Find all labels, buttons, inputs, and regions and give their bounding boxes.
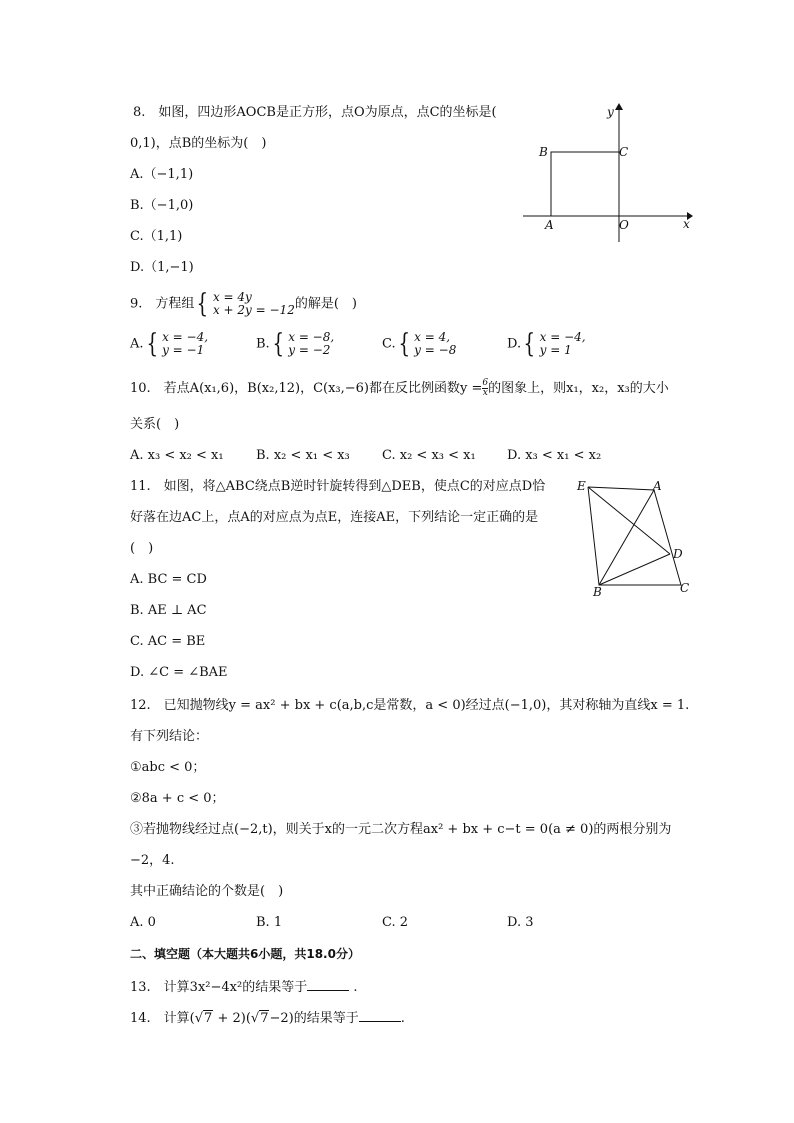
q11-stem-line3: ( ) — [130, 541, 154, 556]
q9-eq1: x = 4y — [212, 290, 252, 304]
q9-option-d-label: D. — [507, 336, 522, 352]
q10-frac-numerator: 6 — [482, 378, 489, 388]
q9-option-c-eq2: y = −8 — [414, 343, 457, 357]
q14-radicand-2: 7 — [260, 1011, 269, 1026]
q10-option-d: D. x₃ < x₁ < x₂ — [507, 448, 602, 463]
q9-option-b-label: B. — [256, 336, 270, 352]
left-brace-icon: { — [272, 329, 284, 359]
q10-option-c: C. x₂ < x₃ < x₁ — [382, 448, 476, 463]
sqrt-icon: √ — [194, 1011, 204, 1026]
q8-option-c: C.（1,1) — [130, 229, 183, 244]
q12-stem-line2: 有下列结论： — [130, 729, 209, 744]
label-a: A — [653, 479, 662, 493]
q12-conclusion-3b: −2，4. — [130, 853, 175, 868]
q12-option-c: C. 2 — [382, 915, 409, 930]
q10-stem-line1 — [130, 378, 669, 400]
q11-stem-line1: 11. 如图，将△ABC绕点B逆时针旋转得到△DEB，使点C的对应点D恰 — [130, 479, 546, 494]
q14-radicand-1: 7 — [204, 1011, 213, 1026]
segment-bd — [599, 554, 670, 585]
label-c: C — [680, 581, 690, 595]
left-brace-icon: { — [523, 329, 536, 359]
q12-option-d: D. 3 — [507, 915, 534, 930]
q9-stem — [130, 291, 357, 318]
q10-frac-denominator: x — [482, 388, 488, 398]
quad-outline — [588, 487, 681, 585]
q14-suffix: . — [400, 1011, 405, 1026]
label-c: C — [619, 145, 629, 159]
q9-option-a — [130, 331, 208, 358]
q9-option-c-eq1: x = 4, — [414, 330, 451, 344]
label-b: B — [539, 145, 548, 159]
q10-option-b: B. x₂ < x₁ < x₃ — [256, 448, 350, 463]
q8-square-figure — [515, 100, 695, 250]
label-o: O — [619, 218, 629, 232]
q8-option-d: D.（1,−1) — [130, 260, 194, 275]
q13-prefix: 13. 计算3x²−4x²的结果等于 — [130, 980, 308, 995]
q9-option-b-eq1: x = −8, — [288, 330, 335, 344]
q12-stem-line1: 12. 已知抛物线y = ax² + bx + c(a,b,c是常数，a < 0)经过点(−1,0)，其对称轴为直线x = 1. — [130, 698, 690, 713]
y-axis-arrow-icon — [615, 103, 623, 110]
q9-option-d — [507, 331, 586, 358]
segment-ab — [599, 490, 654, 585]
q11-option-a: A. BC = CD — [130, 572, 207, 587]
q8-stem-line1: 8. 如图，四边形AOCB是正方形，点O为原点，点C的坐标是( — [133, 105, 497, 120]
q9-option-d-eq1: x = −4, — [539, 330, 586, 344]
q9-option-b — [256, 331, 334, 358]
q10-option-a: A. x₃ < x₂ < x₁ — [130, 448, 224, 463]
q12-conclusion-2: ②8a + c < 0； — [130, 791, 225, 806]
q14-answer-blank[interactable] — [359, 1008, 401, 1022]
left-brace-icon: { — [146, 329, 158, 359]
q11-option-b: B. AE ⊥ AC — [130, 603, 207, 618]
label-e: E — [577, 479, 586, 493]
q13-suffix: . — [353, 980, 358, 995]
q9-option-b-eq2: y = −2 — [288, 343, 331, 357]
q14-mid: + 2)( — [213, 1011, 251, 1026]
q10-prefix: 10. 若点A(x₁,6)，B(x₂,12)，C(x₃,−6)都在反比例函数y = — [130, 381, 483, 396]
q12-option-b: B. 1 — [256, 915, 283, 930]
section-heading: 二、填空题（本大题共6小题，共18.0分） — [130, 947, 360, 961]
q14-end: −2)的结果等于 — [269, 1011, 359, 1026]
q13-stem — [130, 977, 357, 996]
q9-prefix: 9. 方程组 — [130, 296, 195, 312]
label-b: B — [593, 585, 602, 599]
q9-option-c-label: C. — [382, 336, 396, 352]
q12-option-a: A. 0 — [130, 915, 156, 930]
q11-rotation-figure — [572, 476, 696, 602]
q9-option-c — [382, 331, 456, 358]
label-x: x — [683, 217, 690, 231]
q9-eq2: x + 2y = −12 — [212, 303, 295, 317]
q8-option-a: A.（−1,1) — [130, 167, 194, 182]
q9-option-a-eq1: x = −4, — [162, 330, 209, 344]
segment-ed — [588, 487, 670, 554]
q9-option-a-label: A. — [130, 336, 144, 352]
q11-option-d: D. ∠C = ∠BAE — [130, 665, 228, 680]
left-brace-icon: { — [398, 329, 410, 359]
q14-prefix: 14. 计算( — [130, 1011, 195, 1026]
q14-stem — [130, 1008, 405, 1027]
q12-conclusion-1: ①abc < 0； — [130, 760, 206, 775]
q12-conclusion-3a: ③若抛物线经过点(−2,t)，则关于x的一元二次方程ax² + bx + c−t = 0(a ≠ 0)的两根分别为 — [130, 822, 672, 837]
square-aocb — [551, 152, 619, 216]
q11-option-c: C. AC = BE — [130, 634, 206, 649]
label-a: A — [545, 218, 554, 232]
q8-option-b: B.（−1,0) — [130, 198, 194, 213]
q9-suffix: 的解是( ) — [294, 296, 357, 312]
label-y: y — [607, 105, 614, 119]
q10-stem-line2: 关系( ) — [130, 417, 180, 432]
sqrt-icon: √ — [250, 1011, 260, 1026]
left-brace-icon: { — [196, 289, 209, 319]
q9-option-d-eq2: y = 1 — [539, 343, 572, 357]
q13-answer-blank[interactable] — [307, 977, 349, 991]
q11-stem-line2: 好落在边AC上，点A的对应点为点E，连接AE，下列结论一定正确的是 — [130, 510, 539, 525]
q8-stem-line2: 0,1)，点B的坐标为( ) — [130, 136, 267, 151]
q12-question: 其中正确结论的个数是( ) — [130, 884, 284, 899]
q9-option-a-eq2: y = −1 — [162, 343, 205, 357]
q10-suffix: 的图象上，则x₁，x₂，x₃的大小 — [488, 381, 669, 396]
q9-system — [213, 291, 295, 317]
label-d: D — [673, 547, 683, 561]
